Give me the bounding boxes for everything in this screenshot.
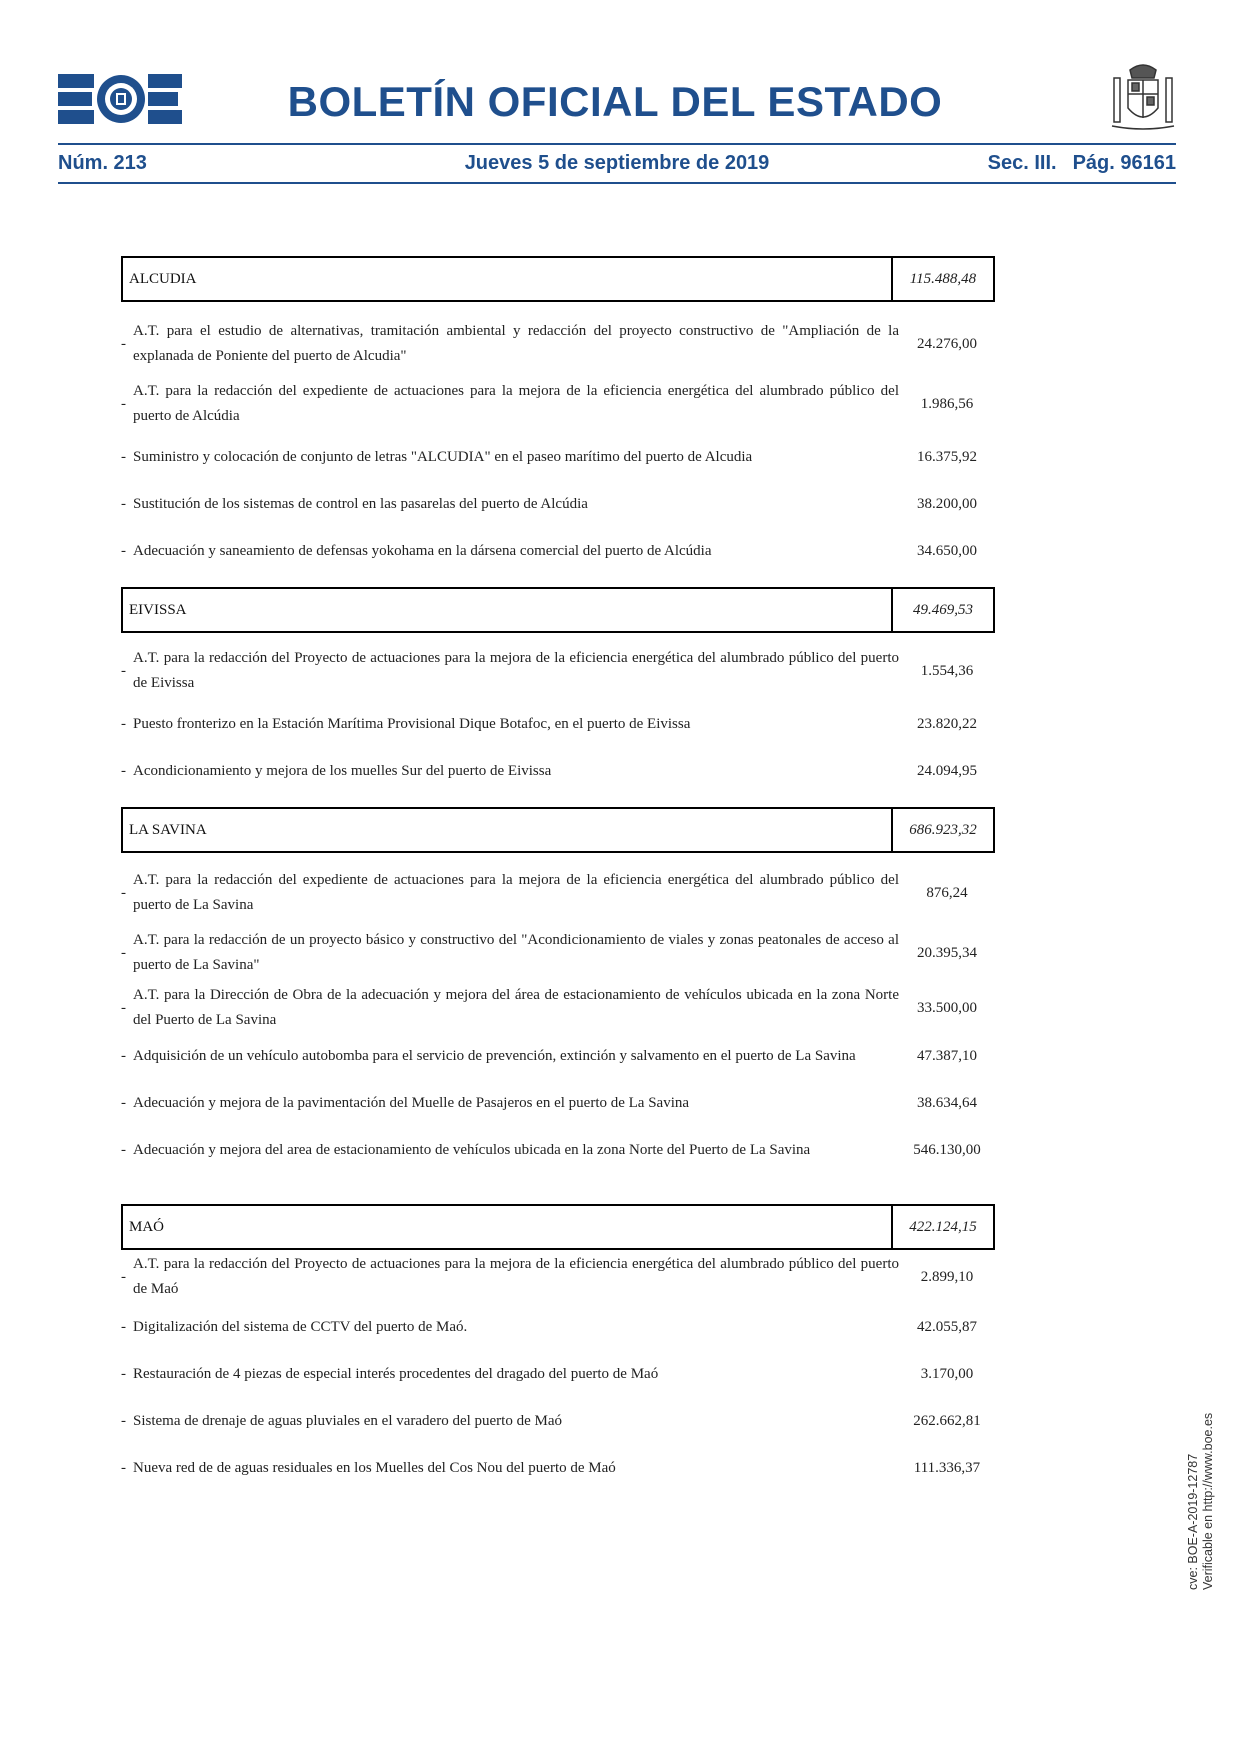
item-text: A.T. para la redacción del expediente de actuaciones para la mejora de la eficiencia energética del alumbrado público del puerto de Alcúdia: [133, 383, 899, 424]
group-total: 115.488,48: [891, 258, 993, 300]
list-item: [121, 434, 995, 481]
bullet-dash: -: [121, 1268, 126, 1285]
list-item: [121, 314, 995, 374]
page-title: BOLETÍN OFICIAL DEL ESTADO: [287, 78, 943, 125]
header-info: [58, 150, 1176, 176]
list-item: [121, 1250, 995, 1304]
section-page: [972, 150, 1176, 176]
item-amount: 33.500,00: [917, 999, 977, 1016]
list-item: [121, 983, 995, 1033]
bullet-dash: -: [121, 449, 126, 465]
item-text: A.T. para el estudio de alternativas, tramitación ambiental y redacción del proyecto constructivo de "Ampliación de la explanada de Poniente del puerto de Alcudia": [133, 323, 899, 364]
list-item: [121, 481, 995, 528]
list-item: [121, 923, 995, 983]
group-header: [121, 587, 995, 633]
bulletin-number: Núm. 213: [58, 152, 147, 174]
group-name: EIVISSA: [129, 602, 187, 618]
bullet-dash: -: [121, 1095, 126, 1111]
list-item: [121, 1080, 995, 1127]
group-header: [121, 256, 995, 302]
list-item: [121, 1304, 995, 1351]
item-text: A.T. para la redacción del Proyecto de actuaciones para la mejora de la eficiencia energética del alumbrado público del puerto de Maó: [133, 1256, 899, 1297]
verification-url: Verificable en http://www.boe.es: [1201, 1412, 1215, 1590]
item-text: Adquisición de un vehículo autobomba para el servicio de prevención, extinción y salvamento en el puerto de La Savina: [133, 1048, 856, 1064]
group-name: MAÓ: [129, 1219, 165, 1235]
item-amount: 546.130,00: [913, 1142, 981, 1158]
item-text: Digitalización del sistema de CCTV del puerto de Maó.: [133, 1319, 468, 1335]
item-amount: 38.200,00: [917, 496, 977, 512]
group-name: LA SAVINA: [129, 822, 207, 838]
item-text: Restauración de 4 piezas de especial interés procedentes del dragado del puerto de Maó: [133, 1366, 659, 1382]
item-amount: 24.276,00: [917, 335, 977, 352]
list-item: [121, 748, 995, 795]
item-amount: 16.375,92: [917, 449, 977, 465]
group-total: 422.124,15: [891, 1206, 993, 1248]
list-item: [121, 701, 995, 748]
bulletin-date: Jueves 5 de septiembre de 2019: [464, 152, 770, 174]
bullet-dash: -: [121, 1413, 126, 1429]
item-text: Sistema de drenaje de aguas pluviales en el varadero del puerto de Maó: [133, 1413, 563, 1429]
bullet-dash: -: [121, 1319, 126, 1335]
list-item: [121, 1351, 995, 1398]
item-amount: 1.554,36: [920, 662, 974, 679]
list-item: [121, 374, 995, 434]
item-amount: 47.387,10: [917, 1048, 977, 1064]
bullet-dash: -: [121, 1366, 126, 1382]
item-amount: 111.336,37: [913, 1460, 981, 1476]
page-label: Pág. 96161: [1072, 152, 1176, 174]
bullet-dash: -: [121, 1460, 126, 1476]
bullet-dash: -: [121, 1142, 126, 1158]
verification-note: [1186, 1412, 1241, 1590]
cve-code: cve: BOE-A-2019-12787: [1186, 1453, 1200, 1590]
group-total: 49.469,53: [891, 589, 993, 631]
list-item: [121, 1033, 995, 1080]
boe-logo: [58, 74, 182, 124]
item-text: Acondicionamiento y mejora de los muelles Sur del puerto de Eivissa: [133, 763, 552, 779]
list-item: [121, 528, 995, 575]
item-amount: 876,24: [926, 884, 968, 901]
bullet-dash: -: [121, 1048, 126, 1064]
header-rule-top: [58, 143, 1176, 145]
list-item: [121, 863, 995, 923]
bullet-dash: -: [121, 763, 126, 779]
list-item: [121, 1445, 995, 1492]
bullet-dash: -: [121, 395, 126, 412]
bullet-dash: -: [121, 335, 126, 352]
list-item: [121, 641, 995, 701]
header-rule-bottom: [58, 182, 1176, 184]
item-text: Sustitución de los sistemas de control en las pasarelas del puerto de Alcúdia: [133, 496, 588, 512]
item-amount: 1.986,56: [920, 395, 974, 412]
item-text: Suministro y colocación de conjunto de letras "ALCUDIA" en el paseo marítimo del puerto de Alcudia: [133, 449, 753, 465]
list-item: [121, 1398, 995, 1445]
item-text: A.T. para la redacción de un proyecto básico y constructivo del "Acondicionamiento de viales y zonas peatonales de acceso al puerto de La Savina": [133, 932, 899, 973]
item-text: Nueva red de de aguas residuales en los Muelles del Cos Nou del puerto de Maó: [133, 1460, 616, 1476]
item-amount: 2.899,10: [920, 1268, 974, 1285]
bullet-dash: -: [121, 944, 126, 961]
item-amount: 34.650,00: [917, 543, 977, 559]
item-amount: 3.170,00: [920, 1366, 974, 1382]
item-amount: 20.395,34: [917, 944, 977, 961]
bullet-dash: -: [121, 716, 126, 732]
bullet-dash: -: [121, 496, 126, 512]
group-header: [121, 807, 995, 853]
item-amount: 38.634,64: [917, 1095, 977, 1111]
item-text: Adecuación y saneamiento de defensas yokohama en la dársena comercial del puerto de Alcúdia: [133, 543, 712, 559]
item-text: A.T. para la Dirección de Obra de la adecuación y mejora del área de estacionamiento de vehículos ubicada en la zona Norte del Puerto de La Savina: [133, 987, 899, 1028]
item-text: Puesto fronterizo en la Estación Marítima Provisional Dique Botafoc, en el puerto de Eivissa: [133, 716, 691, 732]
item-amount: 23.820,22: [917, 716, 977, 732]
item-amount: 42.055,87: [917, 1319, 977, 1335]
item-text: A.T. para la redacción del Proyecto de actuaciones para la mejora de la eficiencia energética del alumbrado público del puerto de Eivissa: [133, 650, 899, 691]
item-amount: 24.094,95: [917, 763, 977, 779]
bullet-dash: -: [121, 999, 126, 1016]
item-text: Adecuación y mejora de la pavimentación del Muelle de Pasajeros en el puerto de La Savina: [133, 1095, 690, 1111]
item-text: A.T. para la redacción del expediente de actuaciones para la mejora de la eficiencia energética del alumbrado público del puerto de La Savina: [133, 872, 899, 913]
bullet-dash: -: [121, 543, 126, 559]
section-label: Sec. III.: [987, 152, 1057, 174]
item-amount: 262.662,81: [913, 1413, 981, 1429]
list-item: [121, 1127, 995, 1174]
bullet-dash: -: [121, 884, 126, 901]
item-text: Adecuación y mejora del area de estacionamiento de vehículos ubicada en la zona Norte del Puerto de La Savina: [133, 1142, 811, 1158]
group-total: 686.923,32: [891, 809, 993, 851]
bullet-dash: -: [121, 662, 126, 679]
coat-of-arms-icon: [1110, 60, 1176, 132]
budget-table: [121, 244, 995, 1492]
group-name: ALCUDIA: [129, 271, 197, 287]
group-header: [121, 1204, 995, 1250]
